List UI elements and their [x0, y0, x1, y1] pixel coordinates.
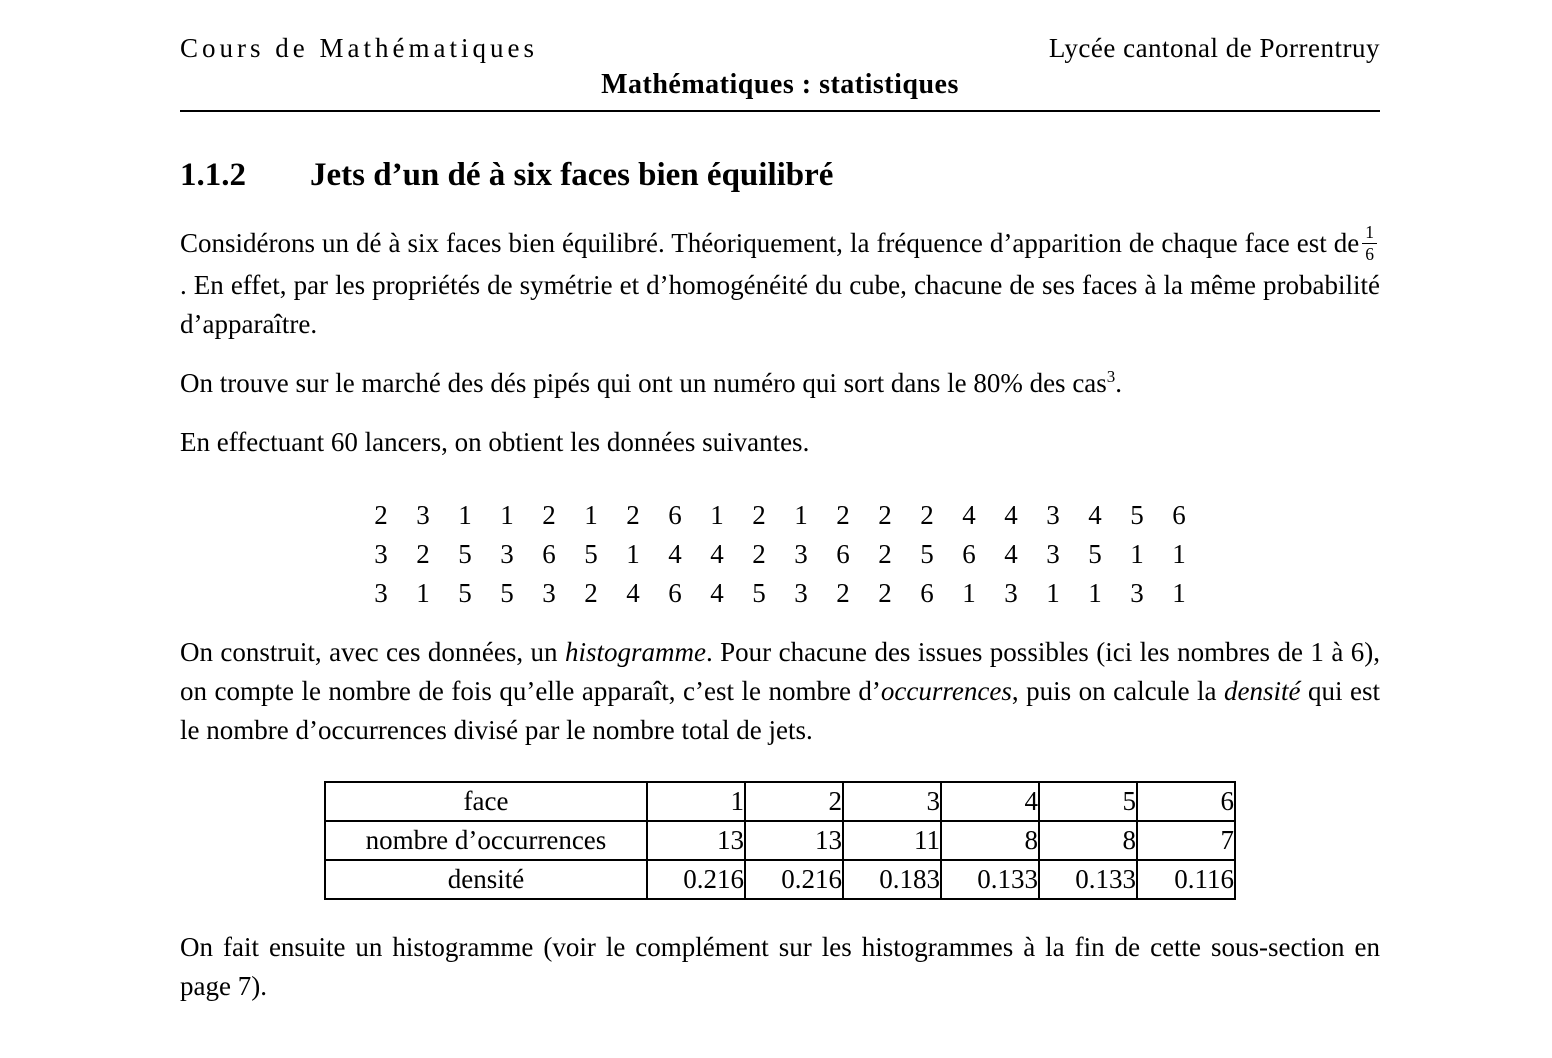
dice-value: 1 [1172, 538, 1186, 569]
dice-value: 1 [458, 499, 472, 530]
p1-text-2: . En effet, par les propriétés de symétrie et d’homogénéité du cube, chacune de ses faces à la même probabilité d’apparaître. [180, 269, 1380, 339]
dice-value: 6 [542, 538, 556, 569]
dice-data-row-1 [180, 496, 1380, 535]
header-document-title: Mathématiques : statistiques [601, 69, 959, 100]
occurrence-value: 7 [1137, 821, 1235, 860]
dice-value: 2 [920, 499, 934, 530]
paragraph-60-throws: En effectuant 60 lancers, on obtient les données suivantes. [180, 426, 810, 457]
dice-value: 3 [1130, 577, 1144, 608]
dice-value: 3 [794, 577, 808, 608]
paragraph-histogram-reference: On fait ensuite un histogramme (voir le complément sur les histogrammes à la fin de cette sous-section en page 7). [180, 931, 1380, 1001]
p4-text-4: qui est le nombre d’occurrences divisé par le nombre total de jets. [180, 675, 1380, 745]
table-row-face [325, 782, 1235, 821]
dice-value: 3 [794, 538, 808, 569]
density-value: 0.183 [843, 860, 941, 899]
dice-value: 2 [752, 499, 766, 530]
dice-value: 1 [500, 499, 514, 530]
occurrence-value: 13 [647, 821, 745, 860]
fraction-denominator: 6 [1362, 243, 1377, 264]
dice-value: 2 [584, 577, 598, 608]
density-value: 0.133 [941, 860, 1039, 899]
frequency-table [324, 781, 1236, 900]
term-histogramme: histogramme [564, 636, 706, 667]
occurrence-value: 8 [941, 821, 1039, 860]
dice-value: 3 [1004, 577, 1018, 608]
dice-value: 2 [836, 577, 850, 608]
dice-value: 4 [710, 538, 724, 569]
face-value: 3 [843, 782, 941, 821]
dice-value: 4 [626, 577, 640, 608]
dice-value: 1 [1130, 538, 1144, 569]
density-value: 0.216 [745, 860, 843, 899]
dice-data-row-3 [180, 574, 1380, 613]
dice-value: 2 [752, 538, 766, 569]
face-value: 4 [941, 782, 1039, 821]
dice-value: 3 [374, 577, 388, 608]
header-rule [180, 110, 1380, 112]
dice-value: 1 [1172, 577, 1186, 608]
p2-text-2: . [1115, 367, 1123, 398]
p1-text-1: Considérons un dé à six faces bien équilibré. Théoriquement, la fréquence d’apparition de chaque face est de [180, 228, 1360, 258]
dice-value: 3 [542, 577, 556, 608]
section-number: 1.1.2 [180, 157, 246, 193]
dice-value: 1 [584, 499, 598, 530]
term-densite: densité [1224, 675, 1301, 706]
table-row-occurrences [325, 821, 1235, 860]
dice-value: 5 [458, 577, 472, 608]
face-value: 5 [1039, 782, 1137, 821]
header-course-title: Cours de Mathématiques [180, 33, 538, 63]
dice-value: 2 [416, 538, 430, 569]
dice-value: 5 [584, 538, 598, 569]
fraction-one-sixth [1362, 221, 1377, 265]
dice-value: 4 [1004, 538, 1018, 569]
dice-value: 1 [1088, 577, 1102, 608]
p4-text-1: On construit, avec ces données, un [180, 636, 565, 667]
dice-value: 6 [962, 538, 976, 569]
dice-value: 1 [1046, 577, 1060, 608]
dice-value: 2 [878, 499, 892, 530]
dice-value: 5 [1088, 538, 1102, 569]
dice-value: 6 [668, 499, 682, 530]
dice-data-block [180, 496, 1380, 613]
p2-text-1: On trouve sur le marché des dés pipés qui ont un numéro qui sort dans le 80% des cas [180, 367, 1107, 398]
face-value: 6 [1137, 782, 1235, 821]
dice-value: 6 [836, 538, 850, 569]
term-occurrences: occurrences [880, 675, 1012, 706]
dice-value: 4 [962, 499, 976, 530]
dice-value: 5 [500, 577, 514, 608]
dice-value: 1 [794, 499, 808, 530]
density-value: 0.116 [1137, 860, 1235, 899]
face-value: 2 [745, 782, 843, 821]
occurrence-value: 8 [1039, 821, 1137, 860]
dice-value: 3 [374, 538, 388, 569]
dice-value: 5 [752, 577, 766, 608]
dice-value: 6 [668, 577, 682, 608]
dice-value: 6 [920, 577, 934, 608]
p4-text-3: , puis on calcule la [1011, 675, 1225, 706]
face-value: 1 [647, 782, 745, 821]
dice-value: 3 [500, 538, 514, 569]
dice-value: 1 [626, 538, 640, 569]
paragraph-loaded-dice [180, 364, 1380, 403]
row-label-face: face [325, 782, 647, 821]
paragraph-histogram-explanation [180, 633, 1380, 750]
dice-value: 4 [1088, 499, 1102, 530]
row-label-occurrences: nombre d’occurrences [325, 821, 647, 860]
p4-text-2: . Pour chacune des issues possibles (ici les nombres de 1 à 6), on compte le nombre de fois qu’elle apparaît, c’est le nombre d’ [180, 636, 1380, 706]
dice-value: 2 [878, 577, 892, 608]
footnote-marker-3: 3 [1106, 366, 1116, 386]
dice-value: 2 [836, 499, 850, 530]
density-value: 0.133 [1039, 860, 1137, 899]
dice-value: 2 [626, 499, 640, 530]
table-row-density [325, 860, 1235, 899]
dice-value: 4 [668, 538, 682, 569]
dice-data-row-2 [180, 535, 1380, 574]
dice-value: 1 [416, 577, 430, 608]
density-value: 0.216 [647, 860, 745, 899]
dice-value: 4 [710, 577, 724, 608]
dice-value: 3 [1046, 538, 1060, 569]
row-label-density: densité [325, 860, 647, 899]
dice-value: 2 [878, 538, 892, 569]
header-school-name: Lycée cantonal de Porrentruy [1048, 33, 1380, 63]
dice-value: 6 [1172, 499, 1186, 530]
page-header [180, 33, 1380, 63]
document-page [180, 0, 1380, 1006]
occurrence-value: 11 [843, 821, 941, 860]
dice-value: 2 [374, 499, 388, 530]
dice-value: 5 [1130, 499, 1144, 530]
dice-value: 3 [1046, 499, 1060, 530]
dice-value: 5 [920, 538, 934, 569]
paragraph-intro-dice [180, 221, 1380, 344]
fraction-numerator: 1 [1365, 221, 1374, 242]
dice-value: 4 [1004, 499, 1018, 530]
dice-value: 1 [710, 499, 724, 530]
dice-value: 2 [542, 499, 556, 530]
occurrence-value: 13 [745, 821, 843, 860]
dice-value: 3 [416, 499, 430, 530]
section-heading [180, 156, 1380, 194]
dice-value: 5 [458, 538, 472, 569]
section-title: Jets d’un dé à six faces bien équilibré [310, 157, 834, 193]
dice-value: 1 [962, 577, 976, 608]
